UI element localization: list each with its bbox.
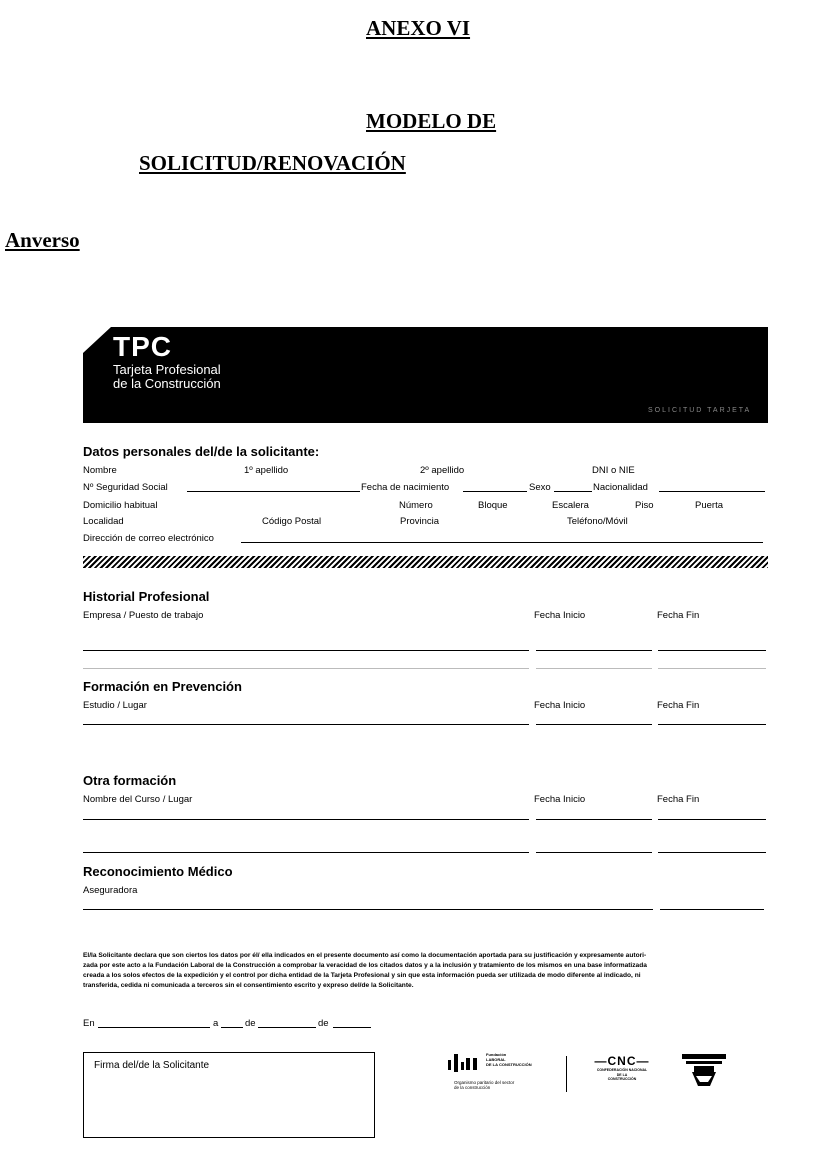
date-year-field[interactable]	[333, 1027, 371, 1028]
union-emblem-icon	[682, 1052, 728, 1090]
formacion-col-fin: Fecha Fin	[657, 700, 700, 711]
tpc-banner	[83, 327, 768, 423]
flc-bars-icon	[448, 1052, 484, 1074]
banner-corner-label: SOLICITUD TARJETA	[648, 407, 752, 414]
logo-divider	[566, 1056, 567, 1092]
field-nacionalidad[interactable]	[659, 491, 765, 492]
label-sexo: Sexo	[529, 482, 551, 493]
historial-row-2-fin[interactable]	[658, 668, 766, 669]
otra-row-1-inicio[interactable]	[536, 819, 652, 820]
flc-name-3: DE LA CONSTRUCCIÓN	[486, 1062, 532, 1067]
date-a-label: a	[213, 1018, 219, 1029]
flc-caption-2: de la construcción	[454, 1085, 491, 1090]
field-sexo[interactable]	[554, 491, 592, 492]
otra-col-curso: Nombre del Curso / Lugar	[83, 794, 193, 805]
historial-heading: Historial Profesional	[83, 589, 210, 604]
tpc-logo: TPC	[113, 331, 172, 362]
label-codigo-postal: Código Postal	[262, 516, 322, 527]
legal-line-1: El/la Solicitante declara que son ciertos los datos por él/ ella indicados en el presente documento así como la documentación aportada para su justificación y expresamente autori-	[83, 952, 647, 959]
flc-name-2: LABORAL	[486, 1057, 506, 1062]
historial-row-1-empresa[interactable]	[83, 650, 529, 651]
signature-box[interactable]	[83, 1052, 375, 1138]
historial-col-fin: Fecha Fin	[657, 610, 700, 621]
legal-line-2: zada por este acto a la Fundación Laboral de la Construcción a comprobar la veracidad de los citados datos y a la inclusión y tratamiento de los mismos en una base informatizada	[83, 962, 647, 969]
section-divider-stripe	[83, 556, 768, 568]
date-de-label-2: de	[318, 1018, 329, 1029]
label-telefono: Teléfono/Móvil	[567, 516, 628, 527]
formacion-col-estudio: Estudio / Lugar	[83, 700, 147, 711]
field-seguridad-social[interactable]	[187, 491, 360, 492]
date-place-field[interactable]	[98, 1027, 210, 1028]
cnc-logo	[586, 1054, 658, 1094]
historial-row-2-inicio[interactable]	[536, 668, 652, 669]
label-piso: Piso	[635, 500, 654, 511]
tpc-subtitle-2: de la Construcción	[113, 376, 221, 391]
personal-heading: Datos personales del/de la solicitante:	[83, 444, 320, 459]
label-nacionalidad: Nacionalidad	[593, 482, 648, 493]
label-puerta: Puerta	[695, 500, 723, 511]
label-localidad: Localidad	[83, 516, 124, 527]
date-en-label: En	[83, 1018, 95, 1029]
historial-row-1-fin[interactable]	[658, 650, 766, 651]
signature-label: Firma del/de la Solicitante	[94, 1060, 210, 1071]
medico-col-aseguradora: Aseguradora	[83, 885, 138, 896]
formacion-row-1-fin[interactable]	[658, 724, 766, 725]
historial-row-1-inicio[interactable]	[536, 650, 652, 651]
legal-line-3: creada a los solos efectos de la expedición y el control por dicha entidad de la Tarjeta Profesional y sin que esta información pueda ser utilizada de modo diferente al indicado, ni	[83, 972, 641, 979]
legal-line-4: transferida, cedida ni comunicada a terceros sin el consentimiento escrito y expreso del/de la Solicitante.	[83, 982, 414, 989]
label-seguridad-social: Nº Seguridad Social	[83, 482, 168, 493]
historial-col-inicio: Fecha Inicio	[534, 610, 586, 621]
label-domicilio: Domicilio habitual	[83, 500, 158, 511]
label-dni: DNI o NIE	[592, 465, 635, 476]
label-fecha-nacimiento: Fecha de nacimiento	[361, 482, 450, 493]
medico-field-aseguradora[interactable]	[83, 909, 653, 910]
label-apellido-1: 1º apellido	[244, 465, 289, 476]
label-nombre: Nombre	[83, 465, 117, 476]
otra-row-2-inicio[interactable]	[536, 852, 652, 853]
otra-heading: Otra formación	[83, 773, 177, 788]
formacion-col-inicio: Fecha Inicio	[534, 700, 586, 711]
otra-row-2-curso[interactable]	[83, 852, 529, 853]
cnc-caption	[586, 1068, 658, 1082]
label-apellido-2: 2º apellido	[420, 465, 465, 476]
annex-title: ANEXO VI	[366, 16, 471, 40]
cnc-caption-3: CONSTRUCCIÓN	[607, 1077, 637, 1081]
field-fecha-nacimiento[interactable]	[463, 491, 527, 492]
label-correo: Dirección de correo electrónico	[83, 533, 214, 544]
historial-col-empresa: Empresa / Puesto de trabajo	[83, 610, 204, 621]
medico-heading: Reconocimiento Médico	[83, 864, 233, 879]
otra-row-2-fin[interactable]	[658, 852, 766, 853]
flc-name	[486, 1052, 532, 1067]
historial-row-2-empresa[interactable]	[83, 668, 529, 669]
formacion-row-1-estudio[interactable]	[83, 724, 529, 725]
cnc-caption-2: DE LA	[616, 1072, 628, 1077]
date-de-label-1: de	[245, 1018, 256, 1029]
medico-field-extra[interactable]	[660, 909, 764, 910]
cnc-caption-1: CONFEDERACIÓN NACIONAL	[596, 1068, 648, 1072]
date-month-field[interactable]	[258, 1027, 316, 1028]
formacion-row-1-inicio[interactable]	[536, 724, 652, 725]
formacion-heading: Formación en Prevención	[83, 679, 242, 694]
date-day-field[interactable]	[221, 1027, 243, 1028]
otra-row-1-curso[interactable]	[83, 819, 529, 820]
side-label: Anverso	[5, 228, 80, 252]
cnc-mark: —CNC—	[594, 1054, 650, 1068]
label-numero: Número	[399, 500, 433, 511]
flc-logo	[448, 1052, 548, 1096]
otra-row-1-fin[interactable]	[658, 819, 766, 820]
model-subtitle: SOLICITUD/RENOVACIÓN	[139, 151, 406, 175]
flc-name-1: Fundación	[486, 1052, 507, 1057]
tpc-subtitle-1: Tarjeta Profesional	[113, 362, 221, 377]
cnc-text: CNC	[607, 1054, 637, 1068]
flc-caption-1: Organismo paritario del sector	[454, 1080, 515, 1085]
label-escalera: Escalera	[552, 500, 589, 511]
otra-col-inicio: Fecha Inicio	[534, 794, 586, 805]
model-title: MODELO DE	[366, 109, 497, 133]
flc-caption	[454, 1080, 514, 1090]
label-provincia: Provincia	[400, 516, 440, 527]
otra-col-fin: Fecha Fin	[657, 794, 700, 805]
field-correo[interactable]	[241, 542, 763, 543]
legal-notice	[83, 951, 768, 991]
label-bloque: Bloque	[478, 500, 508, 511]
